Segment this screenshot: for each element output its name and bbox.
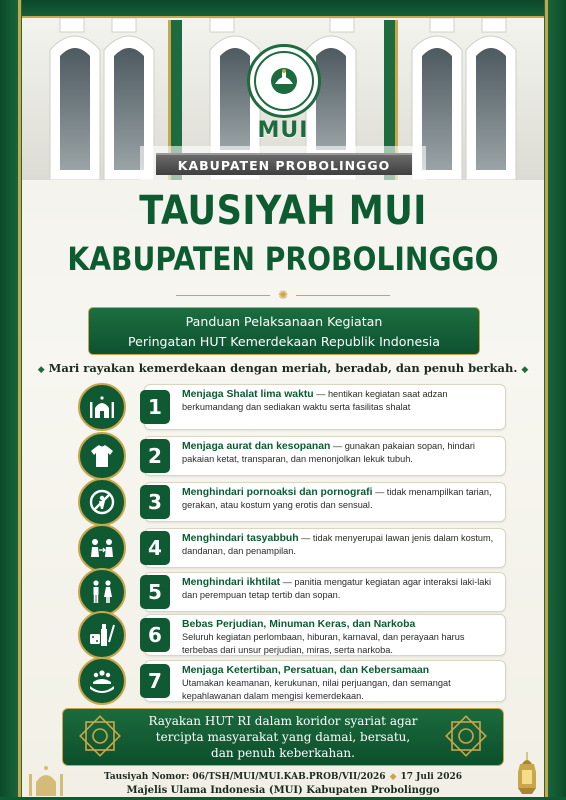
closing-message-box: [62, 708, 504, 766]
guideline-text: [182, 532, 500, 558]
guideline-title: Menjaga aurat dan kesopanan: [182, 441, 331, 452]
guideline-text: [182, 576, 500, 602]
mui-logo-emblem: [254, 51, 314, 111]
community-hands-icon: [87, 666, 117, 696]
leaf-ornament-icon: ◆: [521, 365, 529, 375]
lantern-icon: [514, 752, 540, 798]
guideline-number: 7: [140, 664, 170, 698]
guideline-number: 2: [140, 439, 170, 473]
closing-line1: Rayakan HUT RI dalam koridor syariat agar: [148, 714, 418, 728]
guideline-icon-badge: [78, 383, 126, 431]
kabupaten-band: KABUPATEN PROBOLINGGO: [156, 153, 412, 175]
closing-line2: tercipta masyarakat yang damai, bersatu,: [155, 730, 411, 744]
guideline-number: 6: [140, 618, 170, 652]
guideline-description: — gunakan pakaian sopan, hindari pakaian ketat, transparan, dan menonjolkan lekuk tubuh.: [182, 441, 475, 464]
guideline-number: 3: [140, 485, 170, 519]
guideline-description: — tidak menyerupai lawan jenis dalam kostum, dandanan, dan penampilan.: [182, 533, 494, 556]
mosque-silhouette-icon: [26, 760, 66, 796]
tausiyah-number: Tausiyah Nomor: 06/TSH/MUI/MUI.KAB.PROB/VII/2026: [104, 772, 386, 782]
man-woman-icon: [87, 577, 117, 607]
mui-wordmark: MUI: [257, 118, 309, 143]
guideline-text: [182, 618, 500, 657]
guideline-description: Seluruh kegiatan perlombaan, hiburan, karnaval, dan perayaan harus terbebas dari unsur perjudian, miras, serta narkoba.: [182, 632, 465, 655]
guideline-title: Menghindari tasyabbuh: [182, 533, 299, 544]
closing-line3: dan penuh keberkahan.: [211, 746, 355, 760]
mosque-icon: [87, 392, 117, 422]
guideline-icon-badge: [78, 657, 126, 705]
islamic-star-ornament-icon: [442, 712, 490, 760]
guideline-item: [78, 614, 508, 656]
guideline-icon-badge: [78, 478, 126, 526]
guideline-text: [182, 440, 500, 466]
people-swap-icon: [87, 533, 117, 563]
guideline-item: [78, 572, 508, 612]
main-subtitle: KABUPATEN PROBOLINGGO: [67, 240, 499, 278]
gold-divider: [176, 288, 390, 302]
guideline-item: [78, 528, 508, 568]
guideline-text: [182, 486, 500, 512]
intro-text: [0, 361, 566, 375]
guideline-icon-badge: [78, 432, 126, 480]
guideline-description: — hentikan kegiatan saat adzan berkumandang dan sediakan waktu serta fasilitas shalat: [182, 389, 448, 412]
guideline-number: 1: [140, 390, 170, 424]
intro-sentence: Mari rayakan kemerdekaan dengan meriah, beradab, dan penuh berkah.: [48, 361, 518, 375]
guide-subtitle-line2: Peringatan HUT Kemerdekaan Republik Indonesia: [128, 334, 440, 349]
guideline-title: Menghindari pornoaksi dan pornografi: [182, 487, 373, 498]
guide-subtitle-line1: Panduan Pelaksanaan Kegiatan: [185, 314, 383, 329]
top-band: [0, 0, 566, 18]
leaf-ornament-icon: ◆: [37, 365, 45, 375]
footer-organization: Majelis Ulama Indonesia (MUI) Kabupaten Probolinggo: [126, 785, 440, 796]
guideline-title: Menghindari ikhtilat: [182, 577, 281, 588]
guideline-item: [78, 384, 508, 430]
shirt-icon: [87, 441, 117, 471]
prohibited-icon: [87, 487, 117, 517]
guideline-title: Menjaga Ketertiban, Persatuan, dan Kebersamaan: [182, 665, 430, 676]
mui-emblem-icon: [261, 58, 307, 104]
guideline-icon-badge: [78, 568, 126, 616]
mui-logo: [247, 44, 321, 118]
footer-reference: [0, 772, 566, 782]
guideline-icon-badge: [78, 524, 126, 572]
guideline-description: Utamakan keamanan, kerukunan, nilai perjuangan, dan semangat kepahlawanan dalam mengisi kemerdekaan.: [182, 678, 451, 701]
guideline-text: [182, 388, 500, 414]
islamic-star-ornament-icon: [76, 712, 124, 760]
diamond-separator-icon: ◆: [389, 772, 397, 782]
guideline-title: Menjaga Shalat lima waktu: [182, 389, 314, 400]
guideline-text: [182, 664, 500, 703]
main-title: TAUSIYAH MUI: [139, 188, 427, 234]
guideline-item: [78, 482, 508, 522]
guide-subtitle-box: [88, 307, 480, 355]
tausiyah-date: 17 Juli 2026: [400, 772, 462, 782]
guideline-description: — panitia mengatur kegiatan agar interaksi laki-laki dan perempuan tetap tertib dan sopan.: [182, 577, 492, 600]
guideline-item: [78, 660, 508, 702]
guideline-icon-badge: [78, 611, 126, 659]
dice-bottle-syringe-icon: [87, 620, 117, 650]
star-ornament-icon: ✺: [277, 288, 289, 302]
guideline-description: — tidak menampilkan tarian, gerakan, atau kostum yang erotis dan sensual.: [182, 487, 492, 510]
guideline-number: 4: [140, 531, 170, 565]
guideline-title: Bebas Perjudian, Minuman Keras, dan Narkoba: [182, 619, 416, 630]
guideline-item: [78, 436, 508, 476]
guideline-number: 5: [140, 575, 170, 609]
